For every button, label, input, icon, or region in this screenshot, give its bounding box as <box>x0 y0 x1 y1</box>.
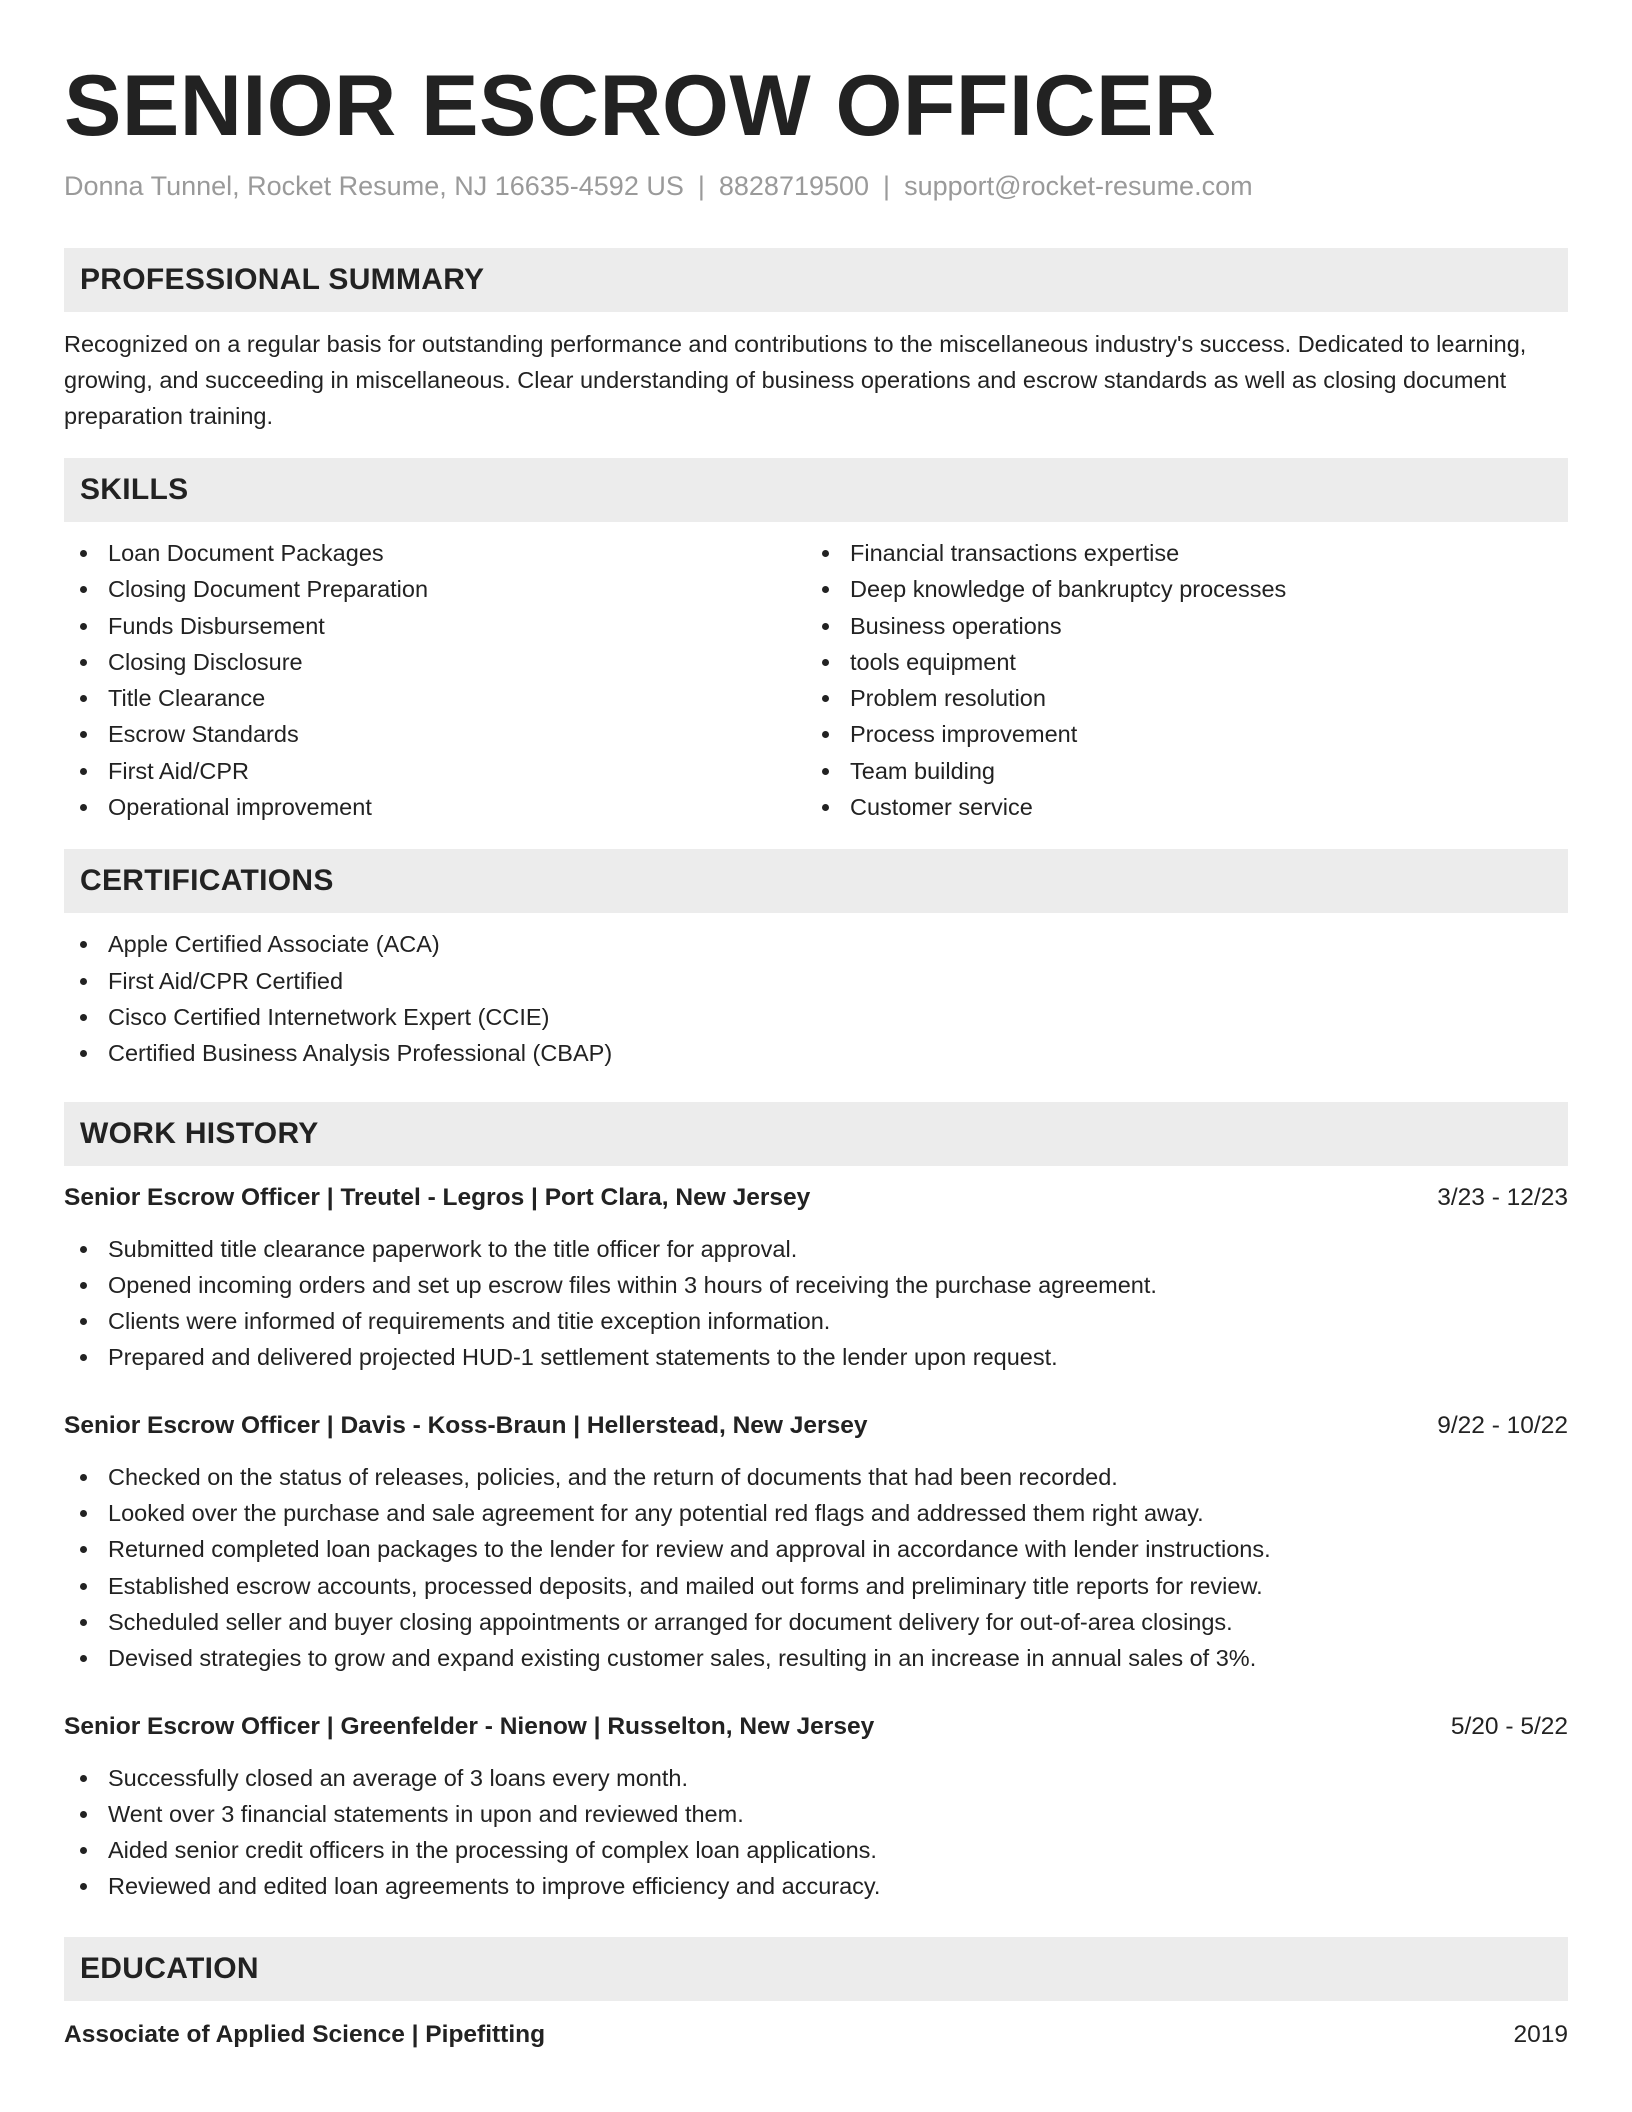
job-bullet: Checked on the status of releases, policies, and the return of documents that had been recorded. <box>64 1459 1568 1495</box>
job-title: Senior Escrow Officer | Greenfelder - Nienow | Russelton, New Jersey <box>64 1712 875 1740</box>
certifications-list <box>64 926 1568 1071</box>
job-bullet: Devised strategies to grow and expand existing customer sales, resulting in an increase in annual sales of 3%. <box>64 1640 1568 1676</box>
job-bullet: Reviewed and edited loan agreements to improve efficiency and accuracy. <box>64 1868 1568 1904</box>
job-bullet: Prepared and delivered projected HUD-1 settlement statements to the lender upon request. <box>64 1339 1568 1375</box>
skill-item: Problem resolution <box>806 680 1548 716</box>
job-bullets <box>64 1459 1568 1677</box>
skills-column-left <box>64 535 806 825</box>
job-title: Senior Escrow Officer | Davis - Koss-Braun | Hellerstead, New Jersey <box>64 1411 868 1439</box>
contact-separator: | <box>883 171 891 201</box>
skills-list <box>64 535 1568 825</box>
job-entry <box>64 1408 1568 1677</box>
skills-heading: SKILLS <box>64 458 1568 522</box>
job-bullet: Aided senior credit officers in the processing of complex loan applications. <box>64 1832 1568 1868</box>
skill-item: Team building <box>806 753 1548 789</box>
job-bullet: Submitted title clearance paperwork to the title officer for approval. <box>64 1231 1568 1267</box>
job-bullet: Scheduled seller and buyer closing appointments or arranged for document delivery for out-of-area closings. <box>64 1604 1568 1640</box>
education-title: Associate of Applied Science | Pipefitting <box>64 2020 546 2048</box>
skill-item: Title Clearance <box>64 680 806 716</box>
job-bullet: Successfully closed an average of 3 loans every month. <box>64 1760 1568 1796</box>
skill-item: Business operations <box>806 608 1548 644</box>
contact-line <box>64 168 1568 204</box>
certification-item: Certified Business Analysis Professional (CBAP) <box>64 1035 1568 1071</box>
education-year: 2019 <box>1513 2020 1568 2048</box>
job-dates: 3/23 - 12/23 <box>1437 1183 1568 1211</box>
contact-address: Donna Tunnel, Rocket Resume, NJ 16635-4592 US <box>64 171 684 201</box>
summary-text: Recognized on a regular basis for outstanding performance and contributions to the miscellaneous industry's success. Dedicated to learning, growing, and succeeding in miscellaneous. Clear understanding of business operations and escrow standards as well as closing document preparation training. <box>64 331 1527 429</box>
skills-column-right <box>806 535 1548 825</box>
certification-item: Apple Certified Associate (ACA) <box>64 926 1568 962</box>
skill-item: Closing Document Preparation <box>64 571 806 607</box>
skill-item: Customer service <box>806 789 1548 825</box>
resume-title: SENIOR ESCROW OFFICER <box>64 58 1217 154</box>
skill-item: Financial transactions expertise <box>806 535 1548 571</box>
skill-item: Funds Disbursement <box>64 608 806 644</box>
job-bullets <box>64 1231 1568 1376</box>
job-bullet: Clients were informed of requirements and titie exception information. <box>64 1303 1568 1339</box>
education-heading: EDUCATION <box>64 1937 1568 2001</box>
job-entry <box>64 1180 1568 1376</box>
job-dates: 9/22 - 10/22 <box>1437 1411 1568 1439</box>
skill-item: Closing Disclosure <box>64 644 806 680</box>
job-bullet: Established escrow accounts, processed deposits, and mailed out forms and preliminary title reports for review. <box>64 1568 1568 1604</box>
contact-email: support@rocket-resume.com <box>904 171 1253 201</box>
summary-heading: PROFESSIONAL SUMMARY <box>64 248 1568 312</box>
job-bullet: Opened incoming orders and set up escrow files within 3 hours of receiving the purchase agreement. <box>64 1267 1568 1303</box>
education-entry <box>64 2017 1568 2053</box>
skill-item: Escrow Standards <box>64 716 806 752</box>
certification-item: Cisco Certified Internetwork Expert (CCIE) <box>64 999 1568 1035</box>
certifications-heading: CERTIFICATIONS <box>64 849 1568 913</box>
contact-separator: | <box>697 171 705 201</box>
skill-item: Deep knowledge of bankruptcy processes <box>806 571 1548 607</box>
job-bullet: Returned completed loan packages to the lender for review and approval in accordance with lender instructions. <box>64 1531 1568 1567</box>
skill-item: Operational improvement <box>64 789 806 825</box>
contact-phone: 8828719500 <box>718 171 870 201</box>
job-bullets <box>64 1760 1568 1905</box>
job-title: Senior Escrow Officer | Treutel - Legros | Port Clara, New Jersey <box>64 1183 811 1211</box>
skill-item: tools equipment <box>806 644 1548 680</box>
skill-item: Loan Document Packages <box>64 535 806 571</box>
job-dates: 5/20 - 5/22 <box>1450 1712 1568 1740</box>
skill-item: First Aid/CPR <box>64 753 806 789</box>
job-bullet: Looked over the purchase and sale agreement for any potential red flags and addressed them right away. <box>64 1495 1568 1531</box>
resume-page <box>64 0 1568 2053</box>
job-entry <box>64 1709 1568 1905</box>
certification-item: First Aid/CPR Certified <box>64 963 1568 999</box>
work-history-heading: WORK HISTORY <box>64 1102 1568 1166</box>
job-bullet: Went over 3 financial statements in upon and reviewed them. <box>64 1796 1568 1832</box>
skill-item: Process improvement <box>806 716 1548 752</box>
